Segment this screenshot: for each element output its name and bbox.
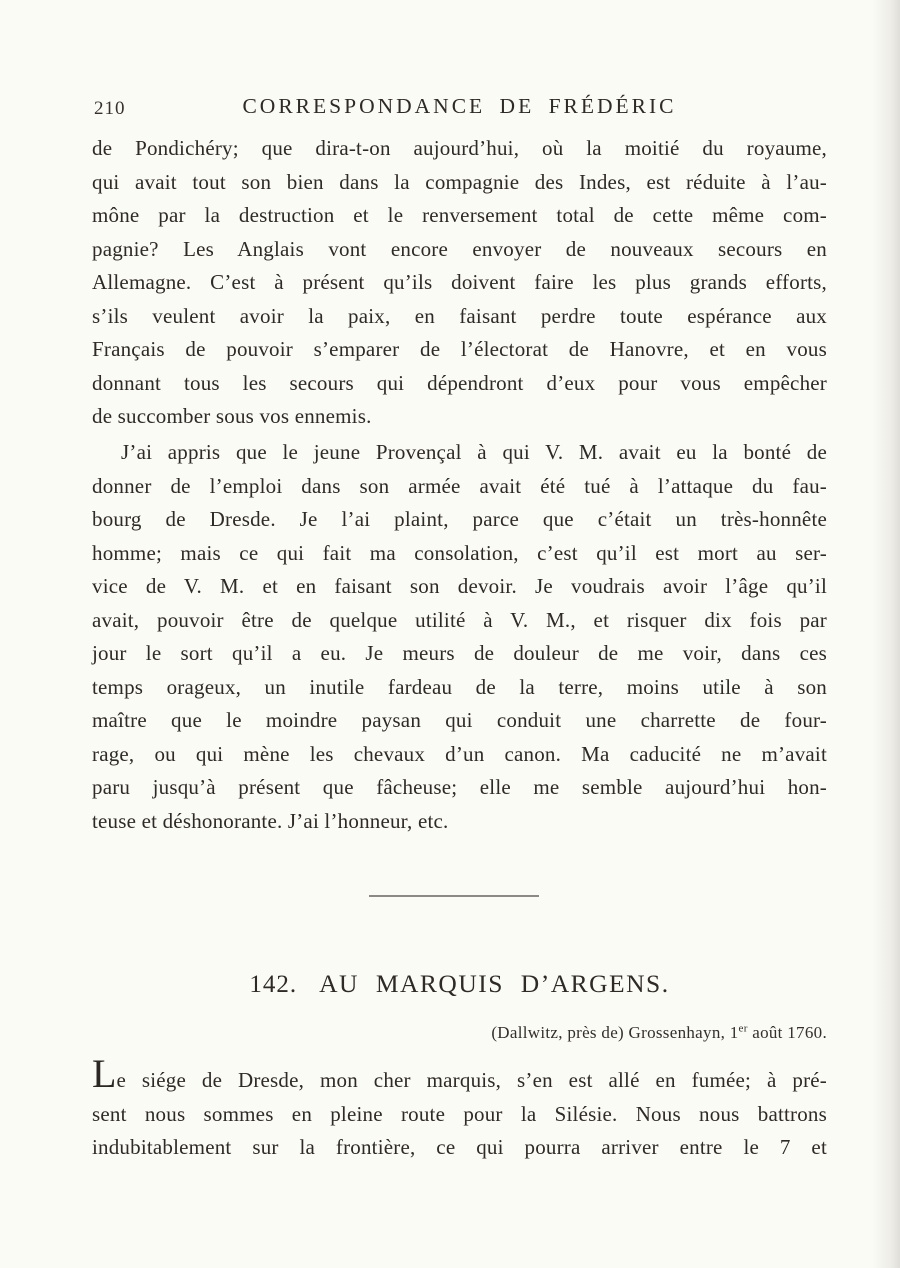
- dateline-date: août 1760.: [747, 1023, 827, 1042]
- section-divider: [92, 884, 827, 890]
- text-line: bourg de Dresde. Je l’ai plaint, parce que c’était un très-honnête: [92, 507, 827, 531]
- letter-142-heading: [92, 969, 827, 999]
- text-line: qui avait tout son bien dans la compagnie des Indes, est réduite à l’au-: [92, 169, 827, 194]
- scan-edge-shadow: [872, 0, 900, 1268]
- text-line: rage, ou qui mène les chevaux d’un canon. Ma caducité ne m’avait: [92, 741, 827, 766]
- page-header: [92, 94, 827, 128]
- text-line: pagnie? Les Anglais vont encore envoyer de nouveaux secours en: [92, 236, 827, 261]
- text-line: sent nous sommes en pleine route pour la Silésie. Nous nous battrons: [92, 1101, 827, 1126]
- opening-line-rest: e siége de Dresde, mon cher marquis, s’en est allé en fumée; à pré-: [116, 1068, 827, 1092]
- dateline-text: (Dallwitz, près de) Grossenhayn, 1: [491, 1023, 739, 1042]
- text-line: J’ai appris que le jeune Provençal à qui V. M. avait eu la bonté de: [121, 440, 827, 464]
- text-line: mône par la destruction et le renversement total de cette même com-: [92, 203, 827, 227]
- text-line: de succomber sous vos ennemis.: [92, 404, 372, 428]
- text-line: avait, pouvoir être de quelque utilité à V. M., et risquer dix fois par: [92, 607, 827, 632]
- text-line: maître que le moindre paysan qui conduit une charrette de four-: [92, 708, 827, 732]
- text-line: Allemagne. C’est à présent qu’ils doivent faire les plus grands efforts,: [92, 270, 827, 294]
- letter-142-dateline: [92, 1023, 829, 1043]
- text-line: Français de pouvoir s’emparer de l’électorat de Hanovre, et en vous: [92, 337, 827, 361]
- page-number: 210: [94, 98, 126, 119]
- letter-number: 142.: [249, 971, 298, 998]
- running-title: CORRESPONDANCE DE FRÉDÉRIC: [242, 94, 677, 118]
- text-line: donnant tous les secours qui dépendront d’eux pour vous empêcher: [92, 370, 827, 395]
- letter-142-paragraph-1: [92, 1051, 827, 1098]
- letter-141-paragraph-2: [92, 436, 827, 838]
- initial-capital: L: [92, 1051, 117, 1096]
- text-line: teuse et déshonorante. J’ai l’honneur, etc.: [92, 808, 449, 833]
- text-line: paru jusqu’à présent que fâcheuse; elle me semble aujourd’hui hon-: [92, 775, 827, 799]
- text-line: homme; mais ce qui fait ma consolation, c’est qu’il est mort au ser-: [92, 540, 827, 565]
- text-line: de Pondichéry; que dira-t-on aujourd’hui, où la moitié du royaume,: [92, 136, 827, 160]
- letter-title: AU MARQUIS D’ARGENS.: [319, 969, 670, 998]
- text-line: temps orageux, un inutile fardeau de la terre, moins utile à son: [92, 674, 827, 699]
- dateline-superscript: er: [738, 1022, 748, 1035]
- text-line: donner de l’emploi dans son armée avait été tué à l’attaque du fau-: [92, 473, 827, 498]
- text-line: indubitablement sur la frontière, ce qui pourra arriver entre le 7 et: [92, 1135, 827, 1159]
- divider-rule: [369, 895, 539, 897]
- text-line: [92, 1051, 827, 1098]
- text-line: jour le sort qu’il a eu. Je meurs de douleur de me voir, dans ces: [92, 641, 827, 665]
- text-line: vice de V. M. et en faisant son devoir. Je voudrais avoir l’âge qu’il: [92, 574, 827, 598]
- letter-142-paragraph-1-continued: [92, 1098, 827, 1165]
- letter-141-paragraph-1: [92, 132, 827, 434]
- text-line: s’ils veulent avoir la paix, en faisant perdre toute espérance aux: [92, 303, 827, 328]
